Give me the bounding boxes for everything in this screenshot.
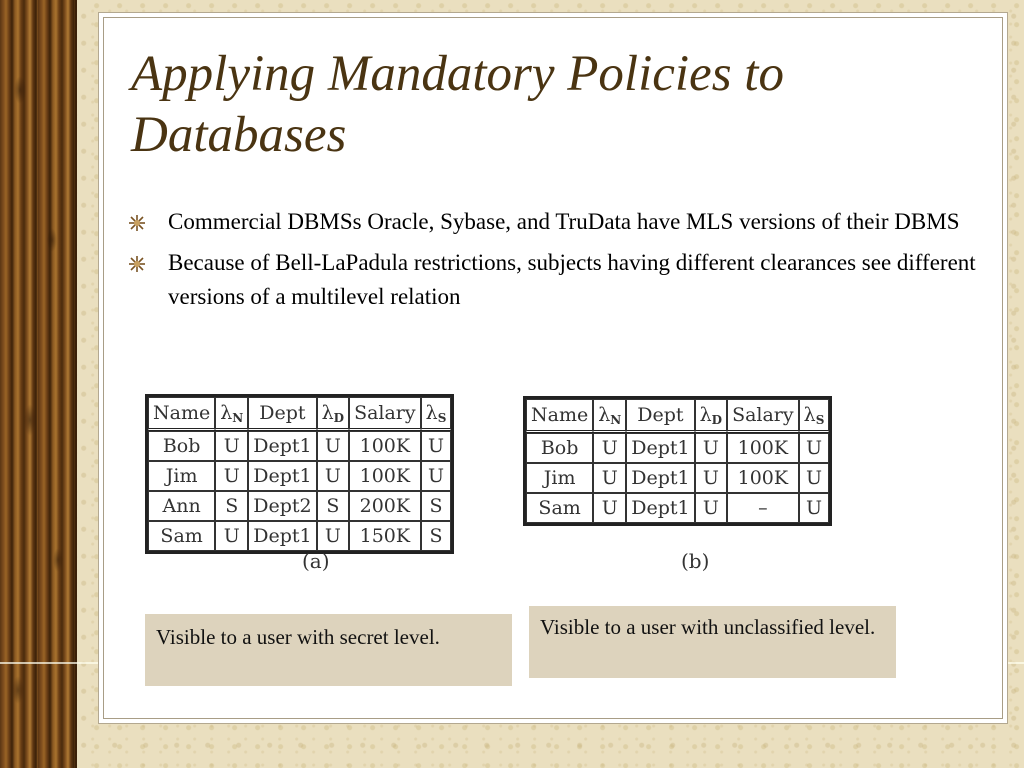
col-header-salary: Salary — [349, 397, 421, 431]
col-header-lambda-s: $\lambda_S$ — [421, 397, 452, 431]
col-header-dept: Dept — [248, 397, 316, 431]
relation-table-a-figure — [145, 394, 454, 554]
cell-lambda-n: U — [215, 461, 248, 491]
cell-name: Jim — [148, 461, 215, 491]
bullet-item — [128, 205, 988, 239]
table-row — [148, 521, 451, 551]
cell-salary: 100K — [727, 463, 799, 493]
col-header-lambda-n: $\lambda_N$ — [593, 399, 626, 433]
bullet-text: Commercial DBMSs Oracle, Sybase, and TruData have MLS versions of their DBMS — [168, 209, 960, 234]
cell-lambda-s: U — [799, 433, 830, 463]
relation-table-a — [145, 394, 454, 554]
cell-lambda-d: U — [695, 463, 727, 493]
table-row — [148, 461, 451, 491]
cell-salary: 100K — [349, 461, 421, 491]
cell-dept: Dept1 — [248, 431, 316, 461]
secret-level-note — [145, 614, 512, 686]
col-header-lambda-n: $\lambda_N$ — [215, 397, 248, 431]
col-header-name: Name — [148, 397, 215, 431]
cell-dept: Dept1 — [626, 433, 694, 463]
cell-name: Sam — [148, 521, 215, 551]
cell-salary: 200K — [349, 491, 421, 521]
col-header-lambda-s: $\lambda_S$ — [799, 399, 830, 433]
col-header-dept: Dept — [626, 399, 694, 433]
bullet-text: Because of Bell-LaPadula restrictions, subjects having different clearances see different versions of a multilevel relation — [168, 250, 976, 309]
cell-lambda-d: U — [317, 521, 349, 551]
cell-name: Ann — [148, 491, 215, 521]
table-row — [148, 491, 451, 521]
col-header-lambda-d: $\lambda_D$ — [317, 397, 349, 431]
col-header-lambda-d: $\lambda_D$ — [695, 399, 727, 433]
table-a-caption: (a) — [302, 549, 330, 573]
cell-lambda-s: S — [421, 491, 452, 521]
cell-salary: 150K — [349, 521, 421, 551]
wood-knots-decoration — [0, 0, 77, 768]
cell-lambda-n: U — [593, 433, 626, 463]
table-header-row — [148, 397, 451, 431]
table-row — [148, 431, 451, 461]
cell-name: Bob — [526, 433, 593, 463]
cell-lambda-d: U — [317, 431, 349, 461]
cell-name: Jim — [526, 463, 593, 493]
cell-salary: 100K — [727, 433, 799, 463]
cell-name: Sam — [526, 493, 593, 523]
cell-lambda-s: U — [421, 431, 452, 461]
cell-lambda-s: U — [799, 463, 830, 493]
cell-lambda-s: S — [421, 521, 452, 551]
unclassified-level-note-text: Visible to a user with unclassified level. — [540, 615, 876, 639]
cell-lambda-n: U — [215, 431, 248, 461]
cell-lambda-d: U — [695, 433, 727, 463]
cell-lambda-d: U — [317, 461, 349, 491]
slide-title: Applying Mandatory Policies to Databases — [131, 46, 784, 163]
cell-dept: Dept1 — [626, 493, 694, 523]
cell-dept: Dept2 — [248, 491, 316, 521]
star-burst-icon — [128, 214, 146, 232]
cell-name: Bob — [148, 431, 215, 461]
cell-lambda-d: S — [317, 491, 349, 521]
table-b-caption: (b) — [681, 549, 710, 573]
cell-lambda-d: U — [695, 493, 727, 523]
cell-lambda-n: S — [215, 491, 248, 521]
cell-lambda-n: U — [215, 521, 248, 551]
bullet-item — [128, 246, 988, 314]
cell-dept: Dept1 — [626, 463, 694, 493]
cell-dept: Dept1 — [248, 461, 316, 491]
cell-lambda-n: U — [593, 493, 626, 523]
cell-dept: Dept1 — [248, 521, 316, 551]
cell-lambda-s: U — [421, 461, 452, 491]
col-header-name: Name — [526, 399, 593, 433]
table-row — [526, 463, 829, 493]
cell-lambda-n: U — [593, 463, 626, 493]
cell-salary: – — [727, 493, 799, 523]
col-header-salary: Salary — [727, 399, 799, 433]
table-header-row — [526, 399, 829, 433]
secret-level-note-text: Visible to a user with secret level. — [156, 625, 440, 649]
star-burst-icon — [128, 255, 146, 273]
relation-table-b — [523, 396, 832, 526]
table-row — [526, 493, 829, 523]
cell-salary: 100K — [349, 431, 421, 461]
bullet-list — [128, 205, 988, 321]
cell-lambda-s: U — [799, 493, 830, 523]
table-row — [526, 433, 829, 463]
relation-table-b-figure — [523, 396, 832, 526]
unclassified-level-note — [529, 606, 896, 678]
